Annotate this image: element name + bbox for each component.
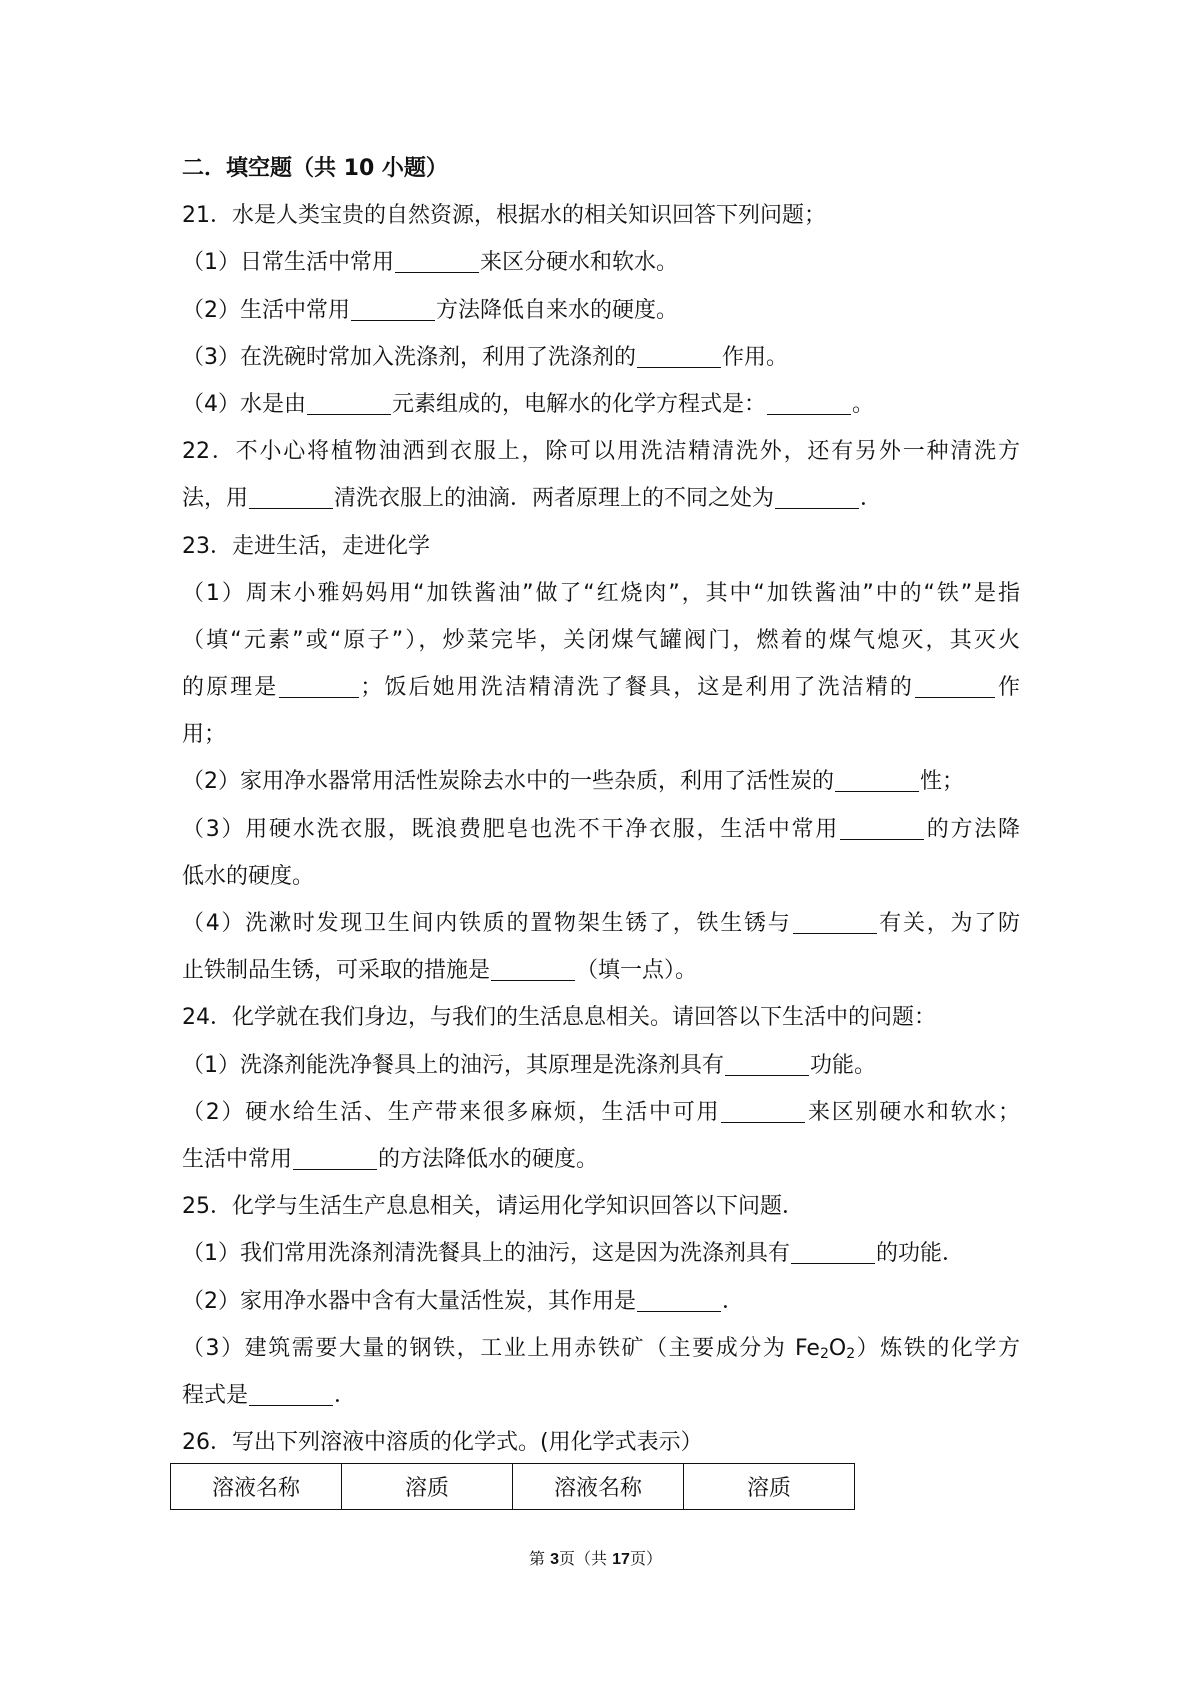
q23-part3-line2: 低水的硬度。 (182, 863, 315, 889)
q23-part4-text-c: 止铁制品生锈，可采取的措施是 (182, 958, 491, 984)
q22-line1: 22．不小心将植物油洒到衣服上，除可以用洗洁精清洗外，还有另外一种清洗方 (182, 439, 1020, 465)
answer-blank[interactable] (351, 298, 435, 321)
answer-blank[interactable] (915, 675, 995, 698)
answer-blank[interactable] (725, 1053, 809, 1076)
q25-part3-text-a2: O (828, 1335, 847, 1361)
q25-part3-text-a (182, 1336, 855, 1361)
q24-stem: 24．化学就在我们身边，与我们的生活息息相关。请回答以下生活中的问题： (182, 1005, 936, 1031)
q25-part3-text-b: ）炼铁的化学方 (855, 1335, 1020, 1361)
q25-part3-text-d: ． (334, 1382, 357, 1408)
answer-blank[interactable] (721, 1100, 805, 1123)
footer-total-pages: 17 (612, 1551, 630, 1568)
answer-blank[interactable] (775, 486, 859, 509)
q25-part1-text-b: 的功能． (876, 1241, 965, 1267)
q23-part1-line2: （填“元素”或“原子”），炒菜完毕，关闭煤气罐阀门，燃着的煤气熄灭，其灭火 (182, 627, 1020, 653)
q21-part1-text-a: （1）日常生活中常用 (182, 250, 394, 276)
q24-part1-text-b: 功能。 (810, 1052, 877, 1078)
q25-part1 (182, 1230, 1020, 1277)
q23-part1-text-b: ；饭后她用洗洁精清洗了餐具，这是利用了洗洁精的 (360, 675, 914, 701)
q21-part2-text-a: （2）生活中常用 (182, 297, 350, 323)
q25-part3-line2 (182, 1372, 1020, 1419)
subscript: 2 (819, 1345, 829, 1362)
q24-part1 (182, 1042, 1020, 1089)
table-header-cell: 溶质 (342, 1464, 513, 1510)
footer-text-mid: 页（共 (559, 1549, 613, 1568)
q23-part1-line1: （1）周末小雅妈妈用“加铁酱油”做了“红烧肉”，其中“加铁酱油”中的“铁”是指 (182, 580, 1020, 606)
q21-part3 (182, 334, 1020, 381)
q21-part2 (182, 287, 1020, 334)
answer-blank[interactable] (491, 958, 575, 981)
q24-part2-text-c: 生活中常用 (182, 1146, 293, 1172)
answer-blank[interactable] (637, 1289, 721, 1312)
document-body (182, 145, 1020, 1466)
q23-stem: 23．走进生活，走进化学 (182, 533, 430, 559)
answer-blank[interactable] (249, 486, 333, 509)
q23-part2-text-b: 性； (920, 769, 965, 795)
q25-part3-text-c: 程式是 (182, 1382, 249, 1408)
table-header-cell: 溶液名称 (513, 1464, 684, 1510)
q22-line2-text-a: 法，用 (182, 486, 249, 512)
answer-blank[interactable] (835, 769, 919, 792)
q22-line2-text-b: 清洗衣服上的油滴．两者原理上的不同之处为 (334, 486, 775, 512)
q21-part2-text-b: 方法降低自来水的硬度。 (436, 297, 679, 323)
q23-part3-text-b: 的方法降 (925, 816, 1020, 842)
answer-blank[interactable] (395, 250, 479, 273)
q25-part3-line1 (182, 1325, 1020, 1372)
q25-part2-text-b: ． (722, 1288, 745, 1314)
footer-page-number: 3 (550, 1551, 560, 1568)
subscript: 2 (846, 1345, 856, 1362)
q21-part4-text-a: （4）水是由 (182, 391, 306, 417)
q25-part2 (182, 1278, 1020, 1325)
q23-part1-text-a: 的原理是 (182, 675, 279, 701)
q25-part3-text-a1: （3）建筑需要大量的钢铁，工业上用赤铁矿（主要成分为 Fe (182, 1335, 820, 1361)
answer-blank[interactable] (840, 817, 924, 840)
q23-part3-line1 (182, 806, 1020, 853)
q22-line2 (182, 475, 1020, 522)
q23-part1-line3 (182, 664, 1020, 711)
q21-part4 (182, 381, 1020, 428)
table-header-cell: 溶质 (684, 1464, 855, 1510)
page-footer (0, 1546, 1191, 1569)
answer-blank[interactable] (793, 911, 877, 934)
q24-part1-text-a: （1）洗涤剂能洗净餐具上的油污，其原理是洗涤剂具有 (182, 1052, 724, 1078)
q25-stem: 25．化学与生活生产息息相关，请运用化学知识回答以下问题． (182, 1194, 804, 1220)
q25-part1-text-a: （1）我们常用洗涤剂清洗餐具上的油污，这是因为洗涤剂具有 (182, 1241, 790, 1267)
q23-part1-text-c: 作 (995, 675, 1020, 701)
q23-part3-text-a: （3）用硬水洗衣服，既浪费肥皂也洗不干净衣服，生活中常用 (182, 816, 839, 842)
q21-part1 (182, 239, 1020, 286)
q23-part2-text-a: （2）家用净水器常用活性炭除去水中的一些杂质，利用了活性炭的 (182, 769, 834, 795)
footer-text-pre: 第 (529, 1549, 551, 1568)
q24-part2-text-b: 来区别硬水和软水； (806, 1099, 1020, 1125)
table-header-cell: 溶液名称 (171, 1464, 342, 1510)
section-title: 二．填空题（共 10 小题） (182, 156, 448, 181)
footer-text-post: 页） (629, 1549, 662, 1568)
q24-part2-text-d: 的方法降低水的硬度。 (378, 1146, 599, 1172)
answer-blank[interactable] (637, 345, 721, 368)
answer-blank[interactable] (767, 392, 851, 415)
answer-blank[interactable] (279, 675, 359, 698)
q23-part4-text-b: 有关，为了防 (877, 911, 1020, 936)
q24-part2-text-a: （2）硬水给生活、生产带来很多麻烦，生活中可用 (182, 1099, 721, 1125)
table-header-row (171, 1464, 855, 1510)
q23-part1-line4: 用； (182, 722, 227, 748)
q26-stem: 26．写出下列溶液中溶质的化学式。(用化学式表示） (182, 1430, 703, 1456)
q21-part3-text-b: 作用。 (722, 344, 789, 370)
q24-part2-line1 (182, 1089, 1020, 1136)
q21-part3-text-a: （3）在洗碗时常加入洗涤剂，利用了洗涤剂的 (182, 344, 636, 370)
answer-blank[interactable] (791, 1241, 875, 1264)
q21-part4-text-b: 元素组成的，电解水的化学方程式是： (392, 391, 767, 417)
solution-table (170, 1463, 855, 1510)
q24-part2-line2 (182, 1136, 1020, 1183)
q21-stem: 21．水是人类宝贵的自然资源，根据水的相关知识回答下列问题； (182, 203, 826, 229)
answer-blank[interactable] (249, 1383, 333, 1406)
answer-blank[interactable] (293, 1147, 377, 1170)
q23-part2 (182, 758, 1020, 805)
q23-part4-text-d: （填一点）。 (576, 958, 698, 984)
q23-part4-line2 (182, 947, 1020, 994)
answer-blank[interactable] (307, 392, 391, 415)
q21-part1-text-b: 来区分硬水和软水。 (480, 250, 679, 276)
q25-part2-text-a: （2）家用净水器中含有大量活性炭，其作用是 (182, 1288, 636, 1314)
q23-part4-line1 (182, 900, 1020, 947)
q23-part4-text-a: （4）洗漱时发现卫生间内铁质的置物架生锈了，铁生锈与 (182, 911, 792, 936)
q21-part4-text-c: 。 (852, 391, 875, 417)
q22-line2-text-c: ． (860, 486, 883, 512)
